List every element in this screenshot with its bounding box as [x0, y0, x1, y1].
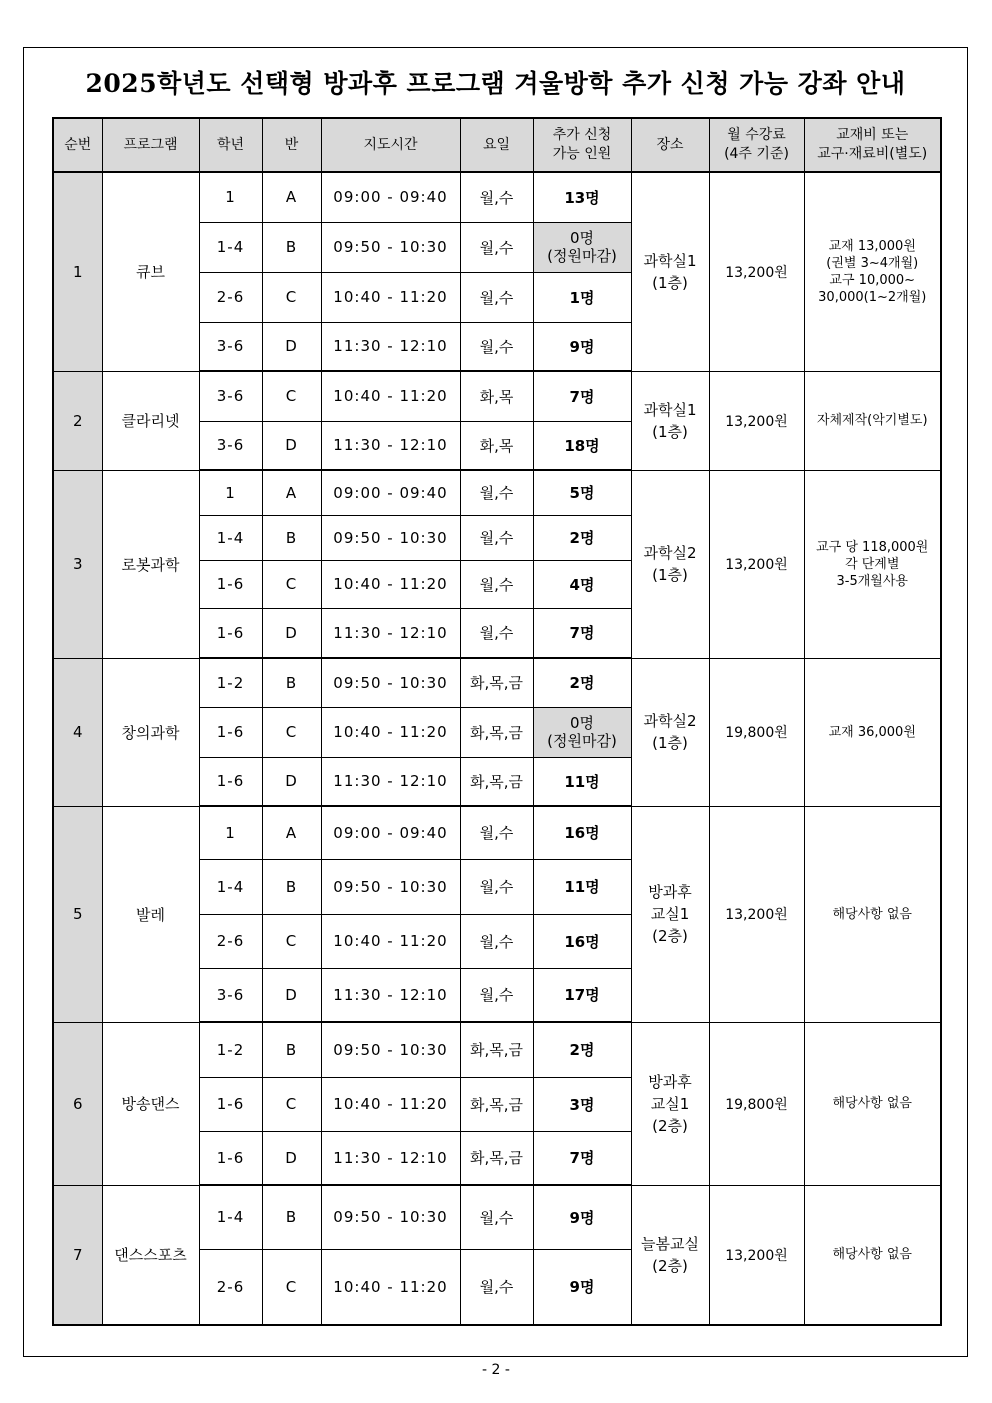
table-row	[53, 658, 941, 707]
available-count-closed	[533, 222, 631, 272]
header-program: 프로그램	[102, 118, 199, 172]
grade-cell: 1	[199, 172, 262, 222]
header-place: 장소	[631, 118, 709, 172]
time-cell: 11:30 - 12:10	[321, 1131, 460, 1185]
available-count: 7명	[533, 1131, 631, 1185]
program-name: 창의과학	[102, 658, 199, 806]
place-line: 과학실1	[643, 400, 697, 419]
grade-cell: 1-6	[199, 757, 262, 806]
day-cell: 월,수	[460, 272, 533, 322]
class-cell: C	[262, 1077, 321, 1131]
class-cell: B	[262, 859, 321, 914]
place-line: 과학실2	[643, 712, 697, 730]
grade-cell: 1-4	[199, 1185, 262, 1249]
program-name: 발레	[102, 806, 199, 1022]
available-count: 0명	[569, 229, 595, 247]
day-cell: 월,수	[460, 608, 533, 658]
header-fee	[709, 118, 804, 172]
fee-cell: 19,800원	[709, 1022, 804, 1185]
available-count: 4명	[533, 560, 631, 608]
class-cell: B	[262, 222, 321, 272]
available-count: 16명	[533, 914, 631, 968]
header-row	[53, 118, 941, 172]
header-class: 반	[262, 118, 321, 172]
material-cell	[804, 1022, 941, 1185]
fee-cell: 13,200원	[709, 1185, 804, 1325]
material-cell	[804, 470, 941, 658]
program-name: 클라리넷	[102, 371, 199, 470]
time-cell: 10:40 - 11:20	[321, 707, 460, 757]
class-cell: C	[262, 272, 321, 322]
table-row	[53, 1185, 941, 1249]
class-cell: B	[262, 1022, 321, 1077]
grade-cell: 1-6	[199, 707, 262, 757]
day-cell: 월,수	[460, 470, 533, 515]
day-cell: 월,수	[460, 806, 533, 859]
time-cell: 09:50 - 10:30	[321, 515, 460, 560]
time-cell: 09:50 - 10:30	[321, 658, 460, 707]
fee-cell: 19,800원	[709, 658, 804, 806]
time-cell: 11:30 - 12:10	[321, 322, 460, 371]
schedule-body	[53, 172, 941, 1325]
class-cell: C	[262, 707, 321, 757]
place-cell	[631, 1022, 709, 1185]
material-line: 교재 36,000원	[828, 724, 916, 740]
table-row	[53, 806, 941, 859]
material-cell	[804, 1185, 941, 1325]
place-line: 방과후	[648, 883, 692, 901]
day-cell: 화,목	[460, 421, 533, 470]
material-line: 해당사항 없음	[832, 906, 912, 922]
material-line: 자체제작(악기별도)	[816, 413, 928, 428]
header-grade: 학년	[199, 118, 262, 172]
day-cell: 화,목,금	[460, 757, 533, 806]
grade-cell: 3-6	[199, 371, 262, 421]
page-number: - 2 -	[482, 1362, 510, 1378]
table-row	[53, 1022, 941, 1077]
place-line: (1층)	[652, 422, 688, 441]
page-title: 2025학년도 선택형 방과후 프로그램 겨울방학 추가 신청 가능 강좌 안내	[85, 69, 906, 98]
table-row	[53, 172, 941, 222]
class-cell: D	[262, 322, 321, 371]
fee-cell: 13,200원	[709, 371, 804, 470]
material-cell	[804, 371, 941, 470]
grade-cell: 3-6	[199, 968, 262, 1022]
place-line: 교실1	[650, 905, 690, 923]
place-cell	[631, 1185, 709, 1325]
time-cell: 09:50 - 10:30	[321, 1022, 460, 1077]
available-count: 17명	[533, 968, 631, 1022]
available-count: 9명	[533, 1249, 631, 1325]
day-cell: 월,수	[460, 914, 533, 968]
grade-cell: 1-2	[199, 658, 262, 707]
header-day: 요일	[460, 118, 533, 172]
place-line: (1층)	[652, 566, 688, 584]
time-cell: 11:30 - 12:10	[321, 968, 460, 1022]
material-cell	[804, 172, 941, 371]
place-line: 방과후	[648, 1072, 692, 1091]
class-cell: B	[262, 658, 321, 707]
place-line: (2층)	[652, 1116, 688, 1135]
class-cell: A	[262, 470, 321, 515]
available-count: 16명	[533, 806, 631, 859]
available-count: 13명	[533, 172, 631, 222]
time-cell: 09:00 - 09:40	[321, 806, 460, 859]
closed-label: (정원마감)	[547, 247, 617, 265]
time-cell: 10:40 - 11:20	[321, 1077, 460, 1131]
grade-cell: 1-6	[199, 1131, 262, 1185]
time-cell: 09:50 - 10:30	[321, 222, 460, 272]
class-cell: D	[262, 608, 321, 658]
place-line: 교실1	[650, 1094, 690, 1113]
day-cell: 화,목,금	[460, 1131, 533, 1185]
schedule-table	[52, 117, 942, 1326]
place-line: 과학실2	[643, 544, 697, 562]
time-cell: 11:30 - 12:10	[321, 608, 460, 658]
grade-cell: 1-6	[199, 1077, 262, 1131]
class-cell: A	[262, 172, 321, 222]
grade-cell: 1-6	[199, 560, 262, 608]
available-count-closed	[533, 707, 631, 757]
place-line: 과학실1	[643, 251, 697, 270]
available-count: 11명	[533, 757, 631, 806]
grade-cell: 1	[199, 806, 262, 859]
header-fee-line1: 월 수강료	[727, 127, 786, 143]
time-cell: 10:40 - 11:20	[321, 1249, 460, 1325]
class-cell: C	[262, 560, 321, 608]
time-cell: 11:30 - 12:10	[321, 421, 460, 470]
available-count: 7명	[533, 608, 631, 658]
grade-cell: 1-4	[199, 859, 262, 914]
place-cell	[631, 371, 709, 470]
day-cell: 월,수	[460, 222, 533, 272]
grade-cell: 1	[199, 470, 262, 515]
header-available-line1: 추가 신청	[552, 127, 612, 143]
seq-cell: 1	[53, 172, 102, 371]
place-line: (2층)	[652, 927, 688, 945]
material-line: 3-5개월사용	[836, 573, 908, 589]
class-cell: C	[262, 371, 321, 421]
available-count: 2명	[533, 658, 631, 707]
grade-cell: 2-6	[199, 272, 262, 322]
day-cell: 월,수	[460, 968, 533, 1022]
class-cell: D	[262, 757, 321, 806]
seq-cell: 3	[53, 470, 102, 658]
class-cell: B	[262, 1185, 321, 1249]
available-count: 9명	[533, 322, 631, 371]
grade-cell: 2-6	[199, 1249, 262, 1325]
day-cell: 월,수	[460, 1249, 533, 1325]
class-cell: C	[262, 914, 321, 968]
header-seq: 순번	[53, 118, 102, 172]
class-cell: D	[262, 968, 321, 1022]
available-count: 7명	[533, 371, 631, 421]
day-cell: 화,목,금	[460, 1077, 533, 1131]
day-cell: 월,수	[460, 859, 533, 914]
header-fee-line2: (4주 기준)	[724, 146, 789, 162]
time-cell: 10:40 - 11:20	[321, 560, 460, 608]
material-cell	[804, 806, 941, 1022]
program-name: 방송댄스	[102, 1022, 199, 1185]
material-line: (권별 3~4개월)	[826, 255, 919, 271]
available-count: 3명	[533, 1077, 631, 1131]
header-material-line1: 교재비 또는	[836, 127, 909, 143]
grade-cell: 3-6	[199, 421, 262, 470]
day-cell: 월,수	[460, 172, 533, 222]
class-cell: B	[262, 515, 321, 560]
place-cell	[631, 172, 709, 371]
available-count: 0명	[569, 714, 595, 732]
grade-cell: 1-4	[199, 222, 262, 272]
time-cell: 10:40 - 11:20	[321, 914, 460, 968]
grade-cell: 3-6	[199, 322, 262, 371]
header-material	[804, 118, 941, 172]
grade-cell: 1-6	[199, 608, 262, 658]
place-cell	[631, 470, 709, 658]
class-cell: C	[262, 1249, 321, 1325]
day-cell: 화,목,금	[460, 707, 533, 757]
time-cell: 09:00 - 09:40	[321, 172, 460, 222]
header-time: 지도시간	[321, 118, 460, 172]
time-cell: 10:40 - 11:20	[321, 371, 460, 421]
class-cell: D	[262, 1131, 321, 1185]
header-available-line2: 가능 인원	[552, 146, 612, 162]
time-cell: 09:00 - 09:40	[321, 470, 460, 515]
material-line: 교구 10,000~	[829, 272, 916, 288]
day-cell: 월,수	[460, 322, 533, 371]
material-line: 교재 13,000원	[828, 238, 916, 254]
available-count: 1명	[533, 272, 631, 322]
program-name: 로봇과학	[102, 470, 199, 658]
material-cell	[804, 658, 941, 806]
seq-cell: 4	[53, 658, 102, 806]
grade-cell: 1-4	[199, 515, 262, 560]
available-count: 2명	[533, 1022, 631, 1077]
day-cell: 월,수	[460, 515, 533, 560]
grade-cell: 1-2	[199, 1022, 262, 1077]
material-line: 해당사항 없음	[832, 1247, 912, 1263]
fee-cell: 13,200원	[709, 470, 804, 658]
grade-cell: 2-6	[199, 914, 262, 968]
day-cell: 화,목	[460, 371, 533, 421]
place-line: (2층)	[652, 1256, 688, 1275]
available-count: 18명	[533, 421, 631, 470]
place-line: (1층)	[652, 273, 688, 292]
place-cell	[631, 806, 709, 1022]
material-line: 교구 당 118,000원	[816, 539, 929, 555]
seq-cell: 6	[53, 1022, 102, 1185]
seq-cell: 7	[53, 1185, 102, 1325]
place-line: (1층)	[652, 734, 688, 752]
header-material-line2: 교구·재료비(별도)	[817, 146, 928, 162]
closed-label: (정원마감)	[547, 732, 617, 750]
class-cell: A	[262, 806, 321, 859]
time-cell: 10:40 - 11:20	[321, 272, 460, 322]
time-cell: 09:50 - 10:30	[321, 1185, 460, 1249]
available-count: 2명	[533, 515, 631, 560]
day-cell: 화,목,금	[460, 1022, 533, 1077]
seq-cell: 2	[53, 371, 102, 470]
material-line: 30,000(1~2개월)	[818, 289, 927, 305]
program-name: 댄스스포츠	[102, 1185, 199, 1325]
time-cell: 11:30 - 12:10	[321, 757, 460, 806]
day-cell: 월,수	[460, 1185, 533, 1249]
available-count: 11명	[533, 859, 631, 914]
fee-cell: 13,200원	[709, 806, 804, 1022]
place-cell	[631, 658, 709, 806]
available-count: 5명	[533, 470, 631, 515]
material-line: 각 단계별	[845, 556, 900, 572]
seq-cell: 5	[53, 806, 102, 1022]
table-row	[53, 371, 941, 421]
time-cell: 09:50 - 10:30	[321, 859, 460, 914]
fee-cell: 13,200원	[709, 172, 804, 371]
class-cell: D	[262, 421, 321, 470]
header-available	[533, 118, 631, 172]
available-count: 9명	[533, 1185, 631, 1249]
table-row	[53, 470, 941, 515]
program-name: 큐브	[102, 172, 199, 371]
place-line: 늘봄교실	[641, 1234, 699, 1253]
material-line: 해당사항 없음	[832, 1096, 912, 1111]
day-cell: 월,수	[460, 560, 533, 608]
day-cell: 화,목,금	[460, 658, 533, 707]
